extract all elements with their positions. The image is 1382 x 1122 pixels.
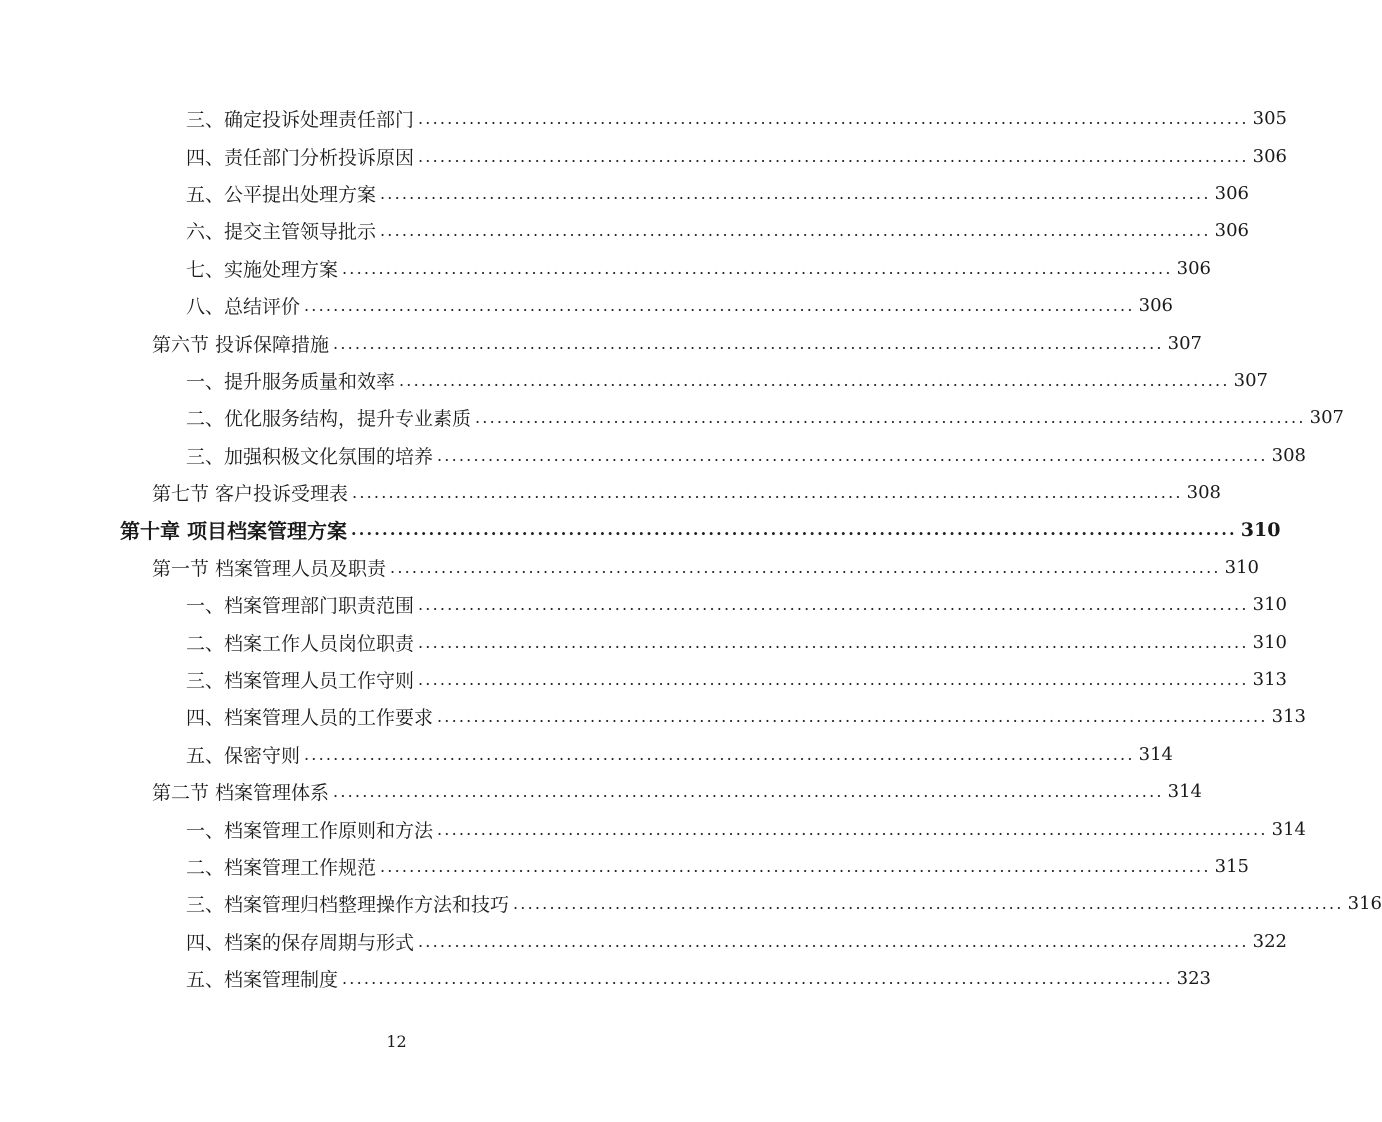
dot-leader: .................................................................................................................. xyxy=(342,258,1173,278)
dot-leader: .................................................................................................................. xyxy=(437,819,1268,839)
toc-entry-item[interactable] xyxy=(186,137,1287,174)
dot-leader: .................................................................................................................. xyxy=(418,595,1249,615)
toc-entry-item[interactable] xyxy=(186,736,1173,773)
dot-leader: .................................................................................................................. xyxy=(304,296,1135,316)
dot-leader: .................................................................................................................. xyxy=(380,857,1211,876)
toc-entry-page: 308 xyxy=(1271,444,1306,466)
toc-entry-title: 三、档案管理归档整理操作方法和技巧 xyxy=(186,894,510,917)
toc-entry-title: 第六节 投诉保障措施 xyxy=(152,333,330,356)
dot-leader: .................................................................................................................. xyxy=(418,146,1249,166)
toc-entry-title: 一、提升服务质量和效率 xyxy=(186,370,396,393)
toc-entry-page: 305 xyxy=(1252,108,1287,130)
toc-entry-item[interactable] xyxy=(186,623,1287,660)
toc-entry-title: 一、档案管理工作原则和方法 xyxy=(186,819,434,842)
toc-entry-item[interactable] xyxy=(186,175,1249,212)
toc-entry-item[interactable] xyxy=(186,810,1306,847)
toc-entry-item[interactable] xyxy=(186,100,1287,137)
toc-entry-page: 310 xyxy=(1240,518,1281,541)
toc-entry-title: 一、档案管理部门职责范围 xyxy=(186,595,415,618)
toc-entry-page: 310 xyxy=(1224,556,1260,578)
dot-leader: .................................................................................................................. xyxy=(475,408,1306,428)
toc-entry-page: 322 xyxy=(1252,930,1287,952)
toc-entry-title: 五、公平提出处理方案 xyxy=(186,183,377,206)
dot-leader: .................................................................................................................. xyxy=(513,894,1344,914)
toc-entry-item[interactable] xyxy=(186,437,1306,474)
toc-entry-page: 315 xyxy=(1214,856,1249,877)
toc-entry-page: 310 xyxy=(1252,594,1287,616)
toc-entry-page: 313 xyxy=(1252,669,1287,691)
toc-entry-page: 314 xyxy=(1167,781,1203,803)
toc-entry-title: 七、实施处理方案 xyxy=(186,258,339,281)
toc-entry-title: 三、加强积极文化氛围的培养 xyxy=(186,445,434,468)
toc-entry-section[interactable] xyxy=(152,474,1222,511)
toc-entry-item[interactable] xyxy=(186,923,1287,960)
toc-entry-title: 四、档案管理人员的工作要求 xyxy=(186,707,434,730)
dot-leader: .................................................................................................................. xyxy=(437,707,1268,727)
toc-entry-item[interactable] xyxy=(186,212,1249,249)
toc-entry-page: 307 xyxy=(1167,332,1203,354)
toc-entry-item[interactable] xyxy=(186,848,1249,885)
dot-leader: .................................................................................................................. xyxy=(437,445,1268,465)
toc-entry-title: 四、档案的保存周期与形式 xyxy=(186,931,415,954)
toc-entry-title: 第一节 档案管理人员及职责 xyxy=(152,557,387,580)
toc-entry-item[interactable] xyxy=(186,362,1268,399)
toc-entry-page: 306 xyxy=(1214,220,1249,242)
toc-entry-page: 308 xyxy=(1186,482,1222,504)
toc-entry-title: 六、提交主管领导批示 xyxy=(186,221,377,244)
toc-entry-title: 五、档案管理制度 xyxy=(186,969,339,992)
toc-entry-page: 307 xyxy=(1309,407,1344,429)
toc-entry-page: 306 xyxy=(1176,257,1211,279)
toc-entry-page: 306 xyxy=(1252,145,1287,167)
toc-entry-page: 314 xyxy=(1138,743,1173,765)
dot-leader: .................................................................................................................. xyxy=(342,969,1173,989)
dot-leader: .................................................................................................................. xyxy=(380,183,1211,203)
dot-leader: .................................................................................................................. xyxy=(418,632,1249,652)
toc-entry-title: 第二节 档案管理体系 xyxy=(152,782,330,805)
dot-leader: .................................................................................................................. xyxy=(399,370,1230,390)
toc-entry-page: 316 xyxy=(1347,893,1382,915)
toc-entry-item[interactable] xyxy=(186,698,1306,735)
dot-leader: .................................................................................................................. xyxy=(418,670,1249,690)
dot-leader: .................................................................................................................. xyxy=(352,483,1183,503)
dot-leader: .................................................................................................................. xyxy=(390,557,1221,577)
toc-entry-page: 310 xyxy=(1252,631,1287,653)
toc-entry-item[interactable] xyxy=(186,586,1287,623)
toc-entry-item[interactable] xyxy=(186,250,1211,287)
toc-entry-page: 306 xyxy=(1138,295,1173,317)
toc-entry-page: 323 xyxy=(1176,968,1211,990)
toc-entry-item[interactable] xyxy=(186,885,1382,922)
toc-entry-title: 第十章 项目档案管理方案 xyxy=(120,519,347,544)
dot-leader: .................................................................................................................. xyxy=(304,744,1135,764)
dot-leader: .................................................................................................................. xyxy=(380,221,1211,241)
dot-leader: .................................................................................................................. xyxy=(418,931,1249,951)
dot-leader: .................................................................................................................. xyxy=(418,109,1249,129)
dot-leader: .................................................................................................................. xyxy=(350,520,1237,540)
table-of-contents xyxy=(0,100,1382,997)
toc-entry-page: 307 xyxy=(1233,369,1268,391)
toc-entry-title: 三、确定投诉处理责任部门 xyxy=(186,109,415,132)
toc-entry-title: 二、档案管理工作规范 xyxy=(186,857,377,879)
toc-entry-item[interactable] xyxy=(186,960,1211,997)
toc-entry-item[interactable] xyxy=(186,287,1173,324)
toc-entry-title: 三、档案管理人员工作守则 xyxy=(186,670,415,693)
toc-entry-page: 313 xyxy=(1271,706,1306,728)
page-number: 12 xyxy=(386,1032,407,1051)
toc-entry-section[interactable] xyxy=(152,324,1203,361)
dot-leader: .................................................................................................................. xyxy=(333,782,1164,802)
dot-leader: .................................................................................................................. xyxy=(333,333,1164,353)
toc-entry-page: 314 xyxy=(1271,818,1306,840)
toc-entry-title: 四、责任部门分析投诉原因 xyxy=(186,146,415,169)
toc-entry-section[interactable] xyxy=(152,549,1260,586)
toc-entry-title: 二、优化服务结构，提升专业素质 xyxy=(186,408,472,431)
toc-entry-section[interactable] xyxy=(152,773,1203,810)
toc-entry-item[interactable] xyxy=(186,661,1287,698)
toc-entry-title: 五、保密守则 xyxy=(186,744,301,767)
toc-entry-chapter[interactable] xyxy=(120,511,1281,548)
toc-entry-item[interactable] xyxy=(186,399,1344,436)
toc-entry-title: 八、总结评价 xyxy=(186,296,301,319)
toc-entry-page: 306 xyxy=(1214,182,1249,204)
toc-entry-title: 第七节 客户投诉受理表 xyxy=(152,483,349,506)
toc-entry-title: 二、档案工作人员岗位职责 xyxy=(186,632,415,655)
